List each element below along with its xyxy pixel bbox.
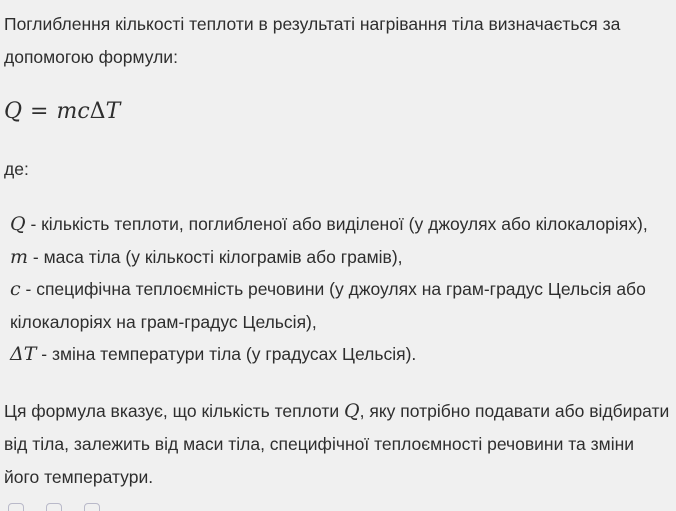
- definition-c-continued: [10, 306, 676, 339]
- definition-q: [10, 208, 676, 241]
- definition-c-text: - специфічна теплоємність речовини (у джоулях на грам-градус Цельсія або: [20, 279, 646, 299]
- where-label: де:: [4, 159, 29, 179]
- intro-line-1: Поглиблення кількості теплоти в результаті нагрівання тіла визначається за: [4, 14, 621, 34]
- conclusion-line-1: [4, 395, 669, 428]
- intro-line-2: допомогою формули:: [4, 47, 178, 67]
- definition-c-text-continued: кілокалоріях на грам-градус Цельсія),: [10, 311, 317, 332]
- symbol-c: c: [10, 278, 21, 300]
- symbol-m: m: [10, 245, 29, 268]
- thumbs-up-icon[interactable]: [46, 503, 62, 511]
- formula-mc: mc: [56, 99, 90, 124]
- intro-paragraph: [4, 8, 620, 74]
- definitions-list: [10, 208, 676, 371]
- conclusion-symbol-q: Q: [344, 400, 360, 422]
- definition-m-text: - маса тіла (у кількості кілограмів або грамів),: [28, 246, 403, 267]
- share-icon[interactable]: [84, 503, 100, 511]
- conclusion-paragraph: [4, 395, 669, 494]
- definition-delta-t: [10, 338, 676, 371]
- conclusion-line-2: від тіла, залежить від маси тіла, специфічної теплоємності речовини та зміни: [4, 434, 635, 454]
- formula-delta: Δ: [89, 99, 106, 124]
- definition-delta-t-text: - зміна температури тіла (у градусах Цельсія).: [36, 344, 417, 364]
- conclusion-line-1-b: , яку потрібно подавати або відбирати: [359, 401, 670, 421]
- definition-m: [10, 241, 676, 274]
- symbol-q: Q: [10, 213, 26, 235]
- copy-icon[interactable]: [8, 503, 24, 511]
- conclusion-line-1-a: Ця формула вказує, що кількість теплоти: [4, 401, 345, 421]
- conclusion-line-3: його температури.: [4, 467, 154, 487]
- formula-t: T: [105, 99, 121, 124]
- definition-q-text: - кількість теплоти, поглибленої або виділеної (у джоулях або кілокалоріях),: [25, 214, 648, 234]
- definition-c: [10, 273, 676, 306]
- formula-equals: =: [30, 99, 49, 124]
- formula-q: Q: [4, 99, 23, 124]
- heat-formula: [4, 96, 120, 128]
- symbol-delta-t: ΔT: [10, 343, 37, 365]
- message-actions: [8, 503, 100, 511]
